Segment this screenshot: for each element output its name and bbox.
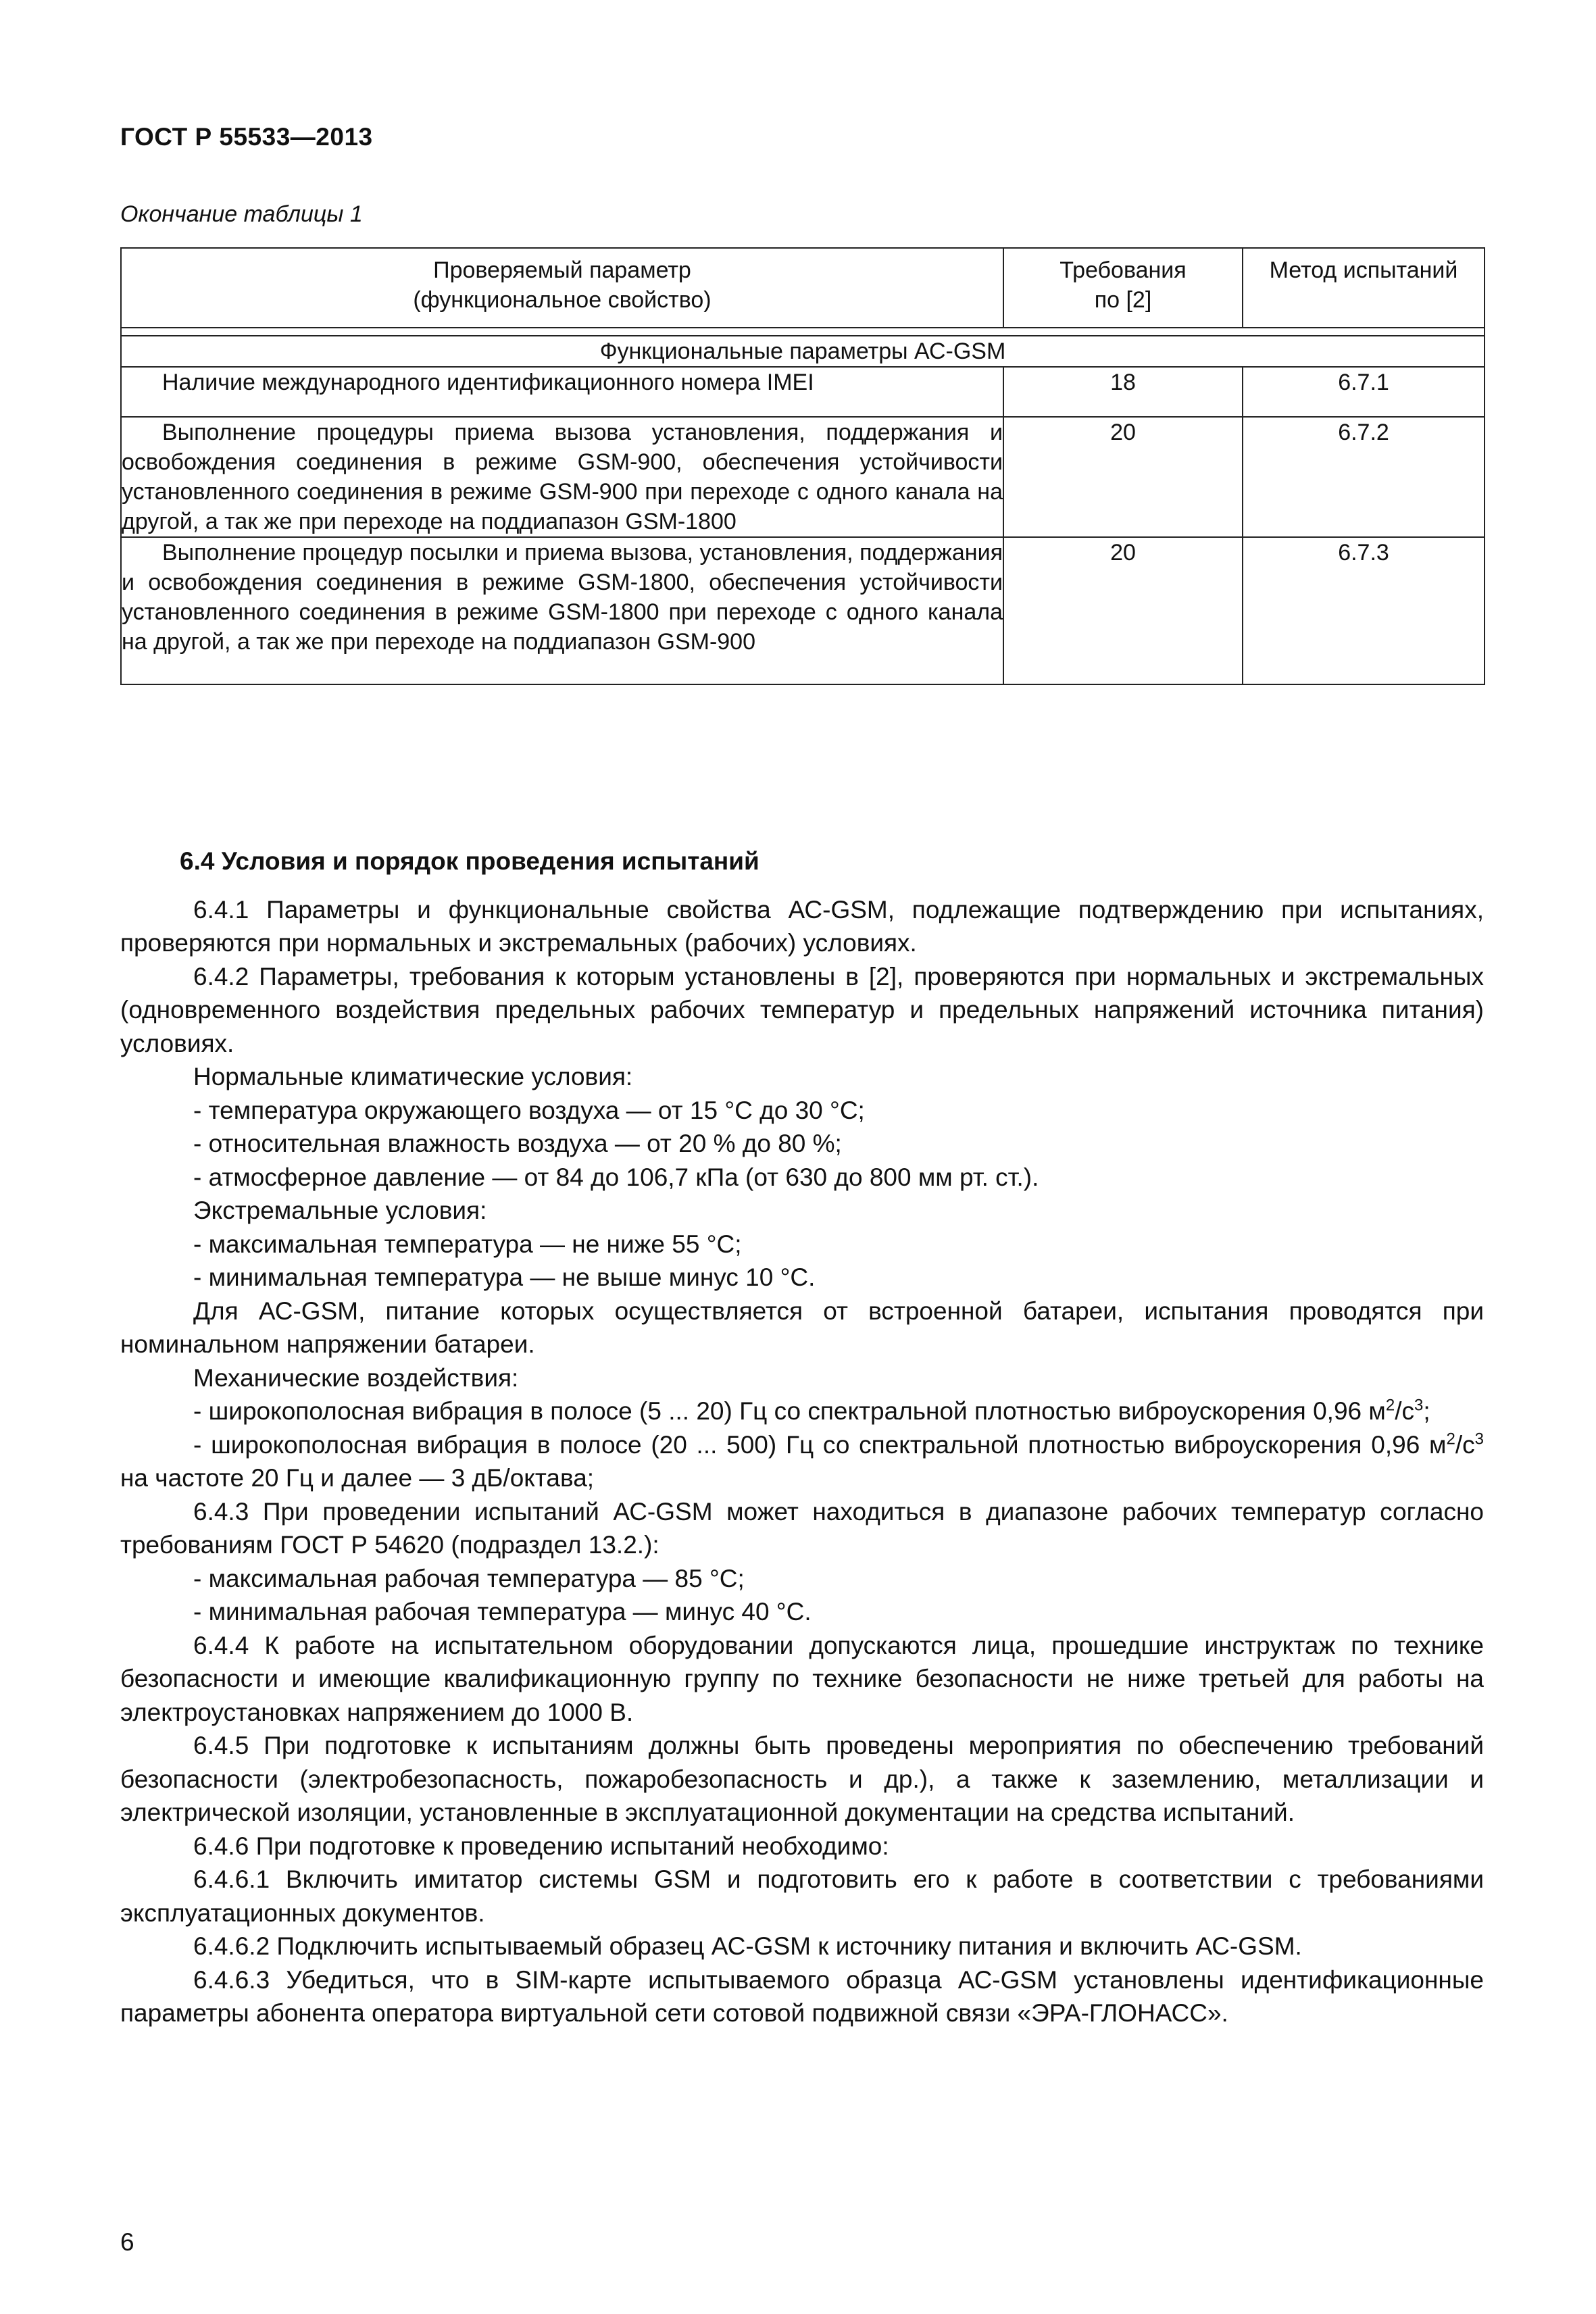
table-cell-parameter xyxy=(121,367,1003,417)
vibration-text: - широкополосная вибрация в полосе (20 ... 500) Гц со спектральной плотностью виброускорения 0,96 м xyxy=(193,1430,1447,1459)
column-header-test-method: Метод испытаний xyxy=(1243,248,1485,328)
clause-6-4-1: 6.4.1 Параметры и функциональные свойства АС-GSM, подлежащие подтверждению при испытаниях, проверяются при нормальных и экстремальных (рабочих) условиях. xyxy=(120,895,1484,957)
clause-6-4-5: 6.4.5 При подготовке к испытаниям должны быть проведены мероприятия по обеспечению требований безопасности (электробезопасность, пожаробезопасность и др.), а также к заземлению, металлизации и электрической изоляции, установленные в эксплуатационной документации на средства испытаний. xyxy=(120,1732,1484,1826)
table-cell-parameter xyxy=(121,417,1003,537)
column-header-parameter xyxy=(121,248,1003,328)
list-item: - минимальная рабочая температура — минус 40 °С. xyxy=(193,1598,812,1626)
table-cell-requirement: 20 xyxy=(1003,537,1243,684)
column-header-parameter-line2: (функциональное свойство) xyxy=(413,287,712,313)
document-code-header: ГОСТ Р 55533—2013 xyxy=(120,123,373,151)
normal-conditions-title: Нормальные климатические условия: xyxy=(193,1063,633,1090)
extreme-conditions-title: Экстремальные условия: xyxy=(193,1197,487,1224)
table-cell-parameter xyxy=(121,537,1003,684)
column-header-requirements-line1: Требования xyxy=(1059,257,1187,283)
vibration-text: на частоте 20 Гц и далее — 3 дБ/октава; xyxy=(120,1464,595,1492)
page-number: 6 xyxy=(120,2228,134,2256)
column-header-requirements xyxy=(1003,248,1243,328)
clause-6-4-4: 6.4.4 К работе на испытательном оборудовании допускаются лица, прошедшие инструктаж по технике безопасности и имеющие квалификационную группу по технике безопасности не ниже третьей для работы на электроустановках напряжением до 1000 В. xyxy=(120,1631,1484,1726)
battery-note: Для АС-GSM, питание которых осуществляется от встроенной батареи, испытания проводятся при номинальном напряжении батареи. xyxy=(120,1297,1484,1358)
clause-6-4-6-2: 6.4.6.2 Подключить испытываемый образец АС-GSM к источнику питания и включить АС-GSM. xyxy=(193,1932,1302,1960)
clause-6-4-6-3: 6.4.6.3 Убедиться, что в SIM-карте испытываемого образца АС-GSM установлены идентификационные параметры абонента оператора виртуальной сети сотовой подвижной связи «ЭРА-ГЛОНАСС». xyxy=(120,1965,1484,2027)
parameter-text: Выполнение процедуры приема вызова установления, поддержания и освобождения соединения в режиме GSM-900, обеспечения устойчивости установленного соединения в режиме GSM-900 при переходе с одного канала на другой, а так же при переходе на поддиапазон GSM-1800 xyxy=(122,420,1003,534)
table-row xyxy=(121,417,1485,537)
list-item: - максимальная рабочая температура — 85 °С; xyxy=(193,1564,745,1592)
table-header-row xyxy=(121,248,1485,328)
table-section-row xyxy=(121,336,1485,367)
table-cell-method: 6.7.1 xyxy=(1243,367,1485,417)
table-row xyxy=(121,537,1485,684)
list-item: - относительная влажность воздуха — от 20 % до 80 %; xyxy=(193,1130,842,1157)
column-header-parameter-line1: Проверяемый параметр xyxy=(433,257,691,283)
section-body xyxy=(120,845,1484,2030)
superscript: 2 xyxy=(1385,1396,1395,1415)
parameter-text: Наличие международного идентификационного номера IMEI xyxy=(162,370,814,395)
column-header-requirements-line2: по [2] xyxy=(1094,287,1152,313)
superscript: 3 xyxy=(1414,1396,1424,1415)
vibration-text: ; xyxy=(1423,1397,1430,1425)
clause-6-4-6: 6.4.6 При подготовке к проведению испытаний необходимо: xyxy=(193,1832,889,1860)
table-row xyxy=(121,367,1485,417)
list-item: - максимальная температура — не ниже 55 °С; xyxy=(193,1230,742,1258)
parameters-table xyxy=(120,247,1485,685)
parameter-text: Выполнение процедур посылки и приема вызова, установления, поддержания и освобождения соединения в режиме GSM-1800, обеспечения устойчивости установленного соединения в режиме GSM-1800 при переходе с одного канала на другой, а так же при переходе на поддиапазон GSM-900 xyxy=(122,540,1003,655)
table-cell-requirement: 20 xyxy=(1003,417,1243,537)
superscript: 2 xyxy=(1446,1430,1455,1449)
vibration-text: - широкополосная вибрация в полосе (5 ... 20) Гц со спектральной плотностью виброускорения 0,96 м xyxy=(193,1397,1386,1425)
section-heading: 6.4 Условия и порядок проведения испытаний xyxy=(180,847,759,875)
table-cell-requirement: 18 xyxy=(1003,367,1243,417)
clause-6-4-3: 6.4.3 При проведении испытаний АС-GSM может находиться в диапазоне рабочих температур согласно требованиям ГОСТ Р 54620 (подраздел 13.2.): xyxy=(120,1497,1484,1559)
table-section-title: Функциональные параметры АС-GSM xyxy=(121,336,1485,367)
table-cell-method: 6.7.3 xyxy=(1243,537,1485,684)
superscript: 3 xyxy=(1474,1430,1484,1449)
vibration-text: /с xyxy=(1455,1430,1475,1459)
vibration-item-1 xyxy=(120,1394,1484,1428)
list-item: - минимальная температура — не выше минус 10 °С. xyxy=(193,1263,816,1291)
vibration-text: /с xyxy=(1395,1397,1414,1425)
list-item: - температура окружающего воздуха — от 15 °С до 30 °С; xyxy=(193,1096,865,1124)
table-cell-method: 6.7.2 xyxy=(1243,417,1485,537)
mechanical-title: Механические воздействия: xyxy=(193,1363,519,1392)
table-caption: Окончание таблицы 1 xyxy=(120,201,363,227)
vibration-item-2 xyxy=(120,1428,1484,1495)
clause-6-4-2: 6.4.2 Параметры, требования к которым установлены в [2], проверяются при нормальных и экстремальных (одновременного воздействия предельных рабочих температур и предельных напряжений источника питания) условиях. xyxy=(120,962,1484,1057)
list-item: - атмосферное давление — от 84 до 106,7 кПа (от 630 до 800 мм рт. ст.). xyxy=(193,1163,1039,1191)
clause-6-4-6-1: 6.4.6.1 Включить имитатор системы GSM и подготовить его к работе в соответствии с требованиями эксплуатационных документов. xyxy=(120,1865,1484,1927)
header-double-rule xyxy=(121,328,1485,336)
